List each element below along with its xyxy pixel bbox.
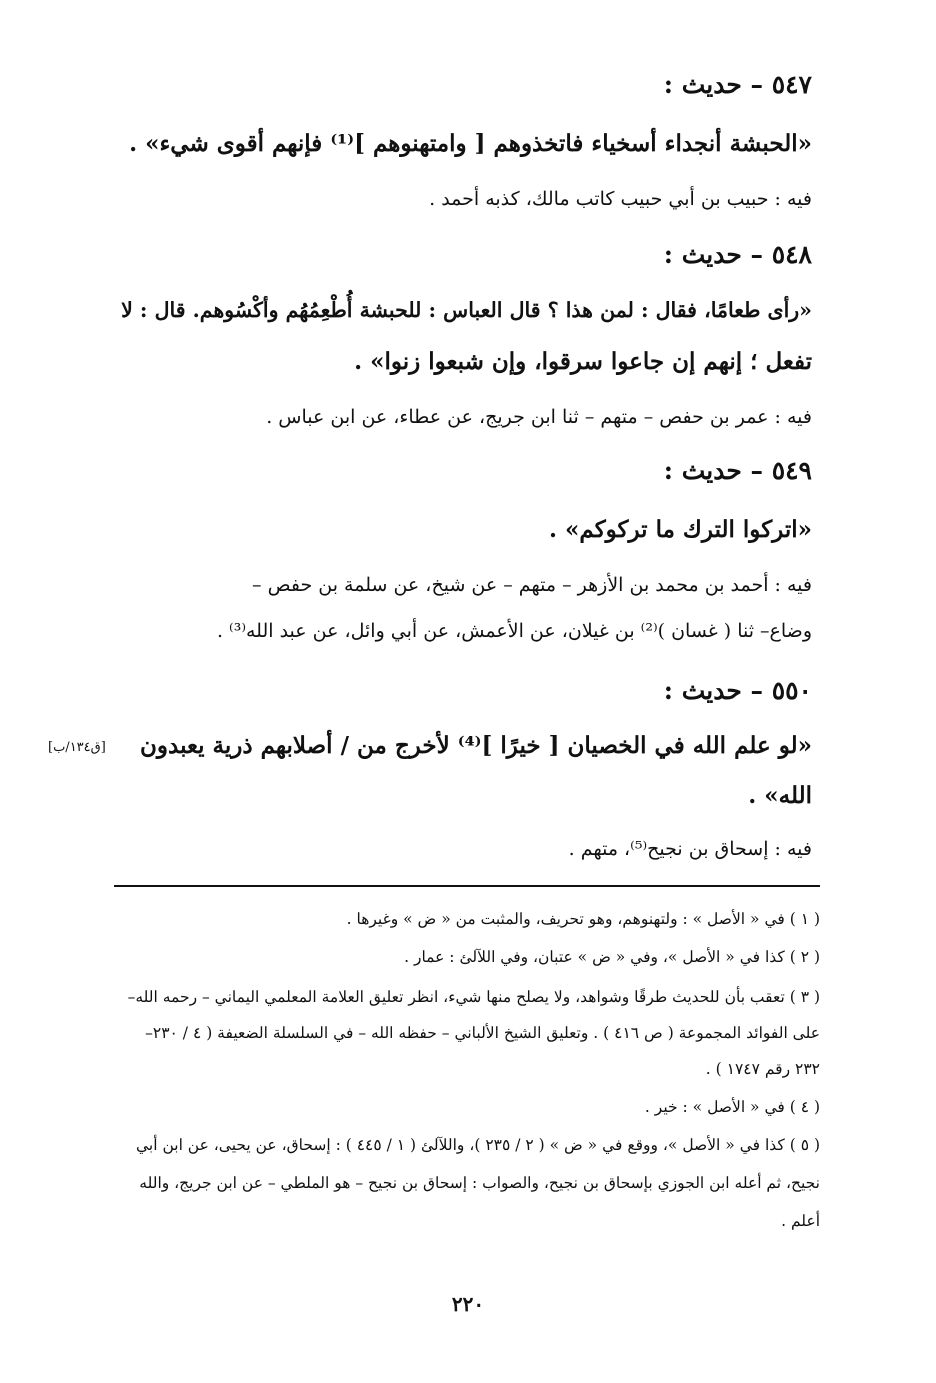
footnote-5-line-1: ( ٥ ) كذا في « الأصل »، ووقع في « ض » ( ٢ / ٢٣٥ )، واللآلئ ( ١ / ٤٤٥ ) : إسحاق، عن يحيى، عن ابن أبي	[135, 1136, 820, 1154]
hadith-note-549-line-1: فيه : أحمد بن محمد بن الأزهر – متهم – عن شيخ، عن سلمة بن حفص –	[252, 574, 812, 596]
hadith-text-549-line-1: «اتركوا الترك ما تركوكم» .	[549, 516, 812, 543]
footnote-5-line-2: نجيح، ثم أعله ابن الجوزي بإسحاق بن نجيح، والصواب : إسحاق بن نجيح – هو الملطي – عن ابن جريج، والله	[139, 1174, 820, 1192]
footnote-5-line-3: أعلم .	[781, 1212, 820, 1230]
hadith-note-548-line-1: فيه : عمر بن حفص – متهم – ثنا ابن جريج، عن عطاء، عن ابن عباس .	[266, 406, 812, 428]
footnote-4: ( ٤ ) في « الأصل » : خير .	[644, 1098, 820, 1116]
hadith-text-547-line-1: «الحبشة أنجداء أسخياء فاتخذوهم [ وامتهنوهم ]⁽¹⁾ فإنهم أقوى شيء» .	[129, 130, 812, 157]
footnote-1: ( ١ ) في « الأصل » : ولتهنوهم، وهو تحريف، والمثبت من « ض » وغيرها .	[346, 910, 820, 928]
footnote-3-line-2: على الفوائد المجموعة ( ص ٤١٦ ) . وتعليق الشيخ الألباني – حفظه الله – في السلسلة الضعيفة ( ٤ / ٢٣٠–	[145, 1024, 820, 1042]
hadith-note-550-line-1: فيه : إسحاق بن نجيح⁽⁵⁾، متهم .	[568, 838, 812, 860]
hadith-heading-550: ٥٥٠ – حديث :	[663, 676, 812, 705]
hadith-text-550-line-1: «لو علم الله في الخصيان [ خيرًا ]⁽⁴⁾ لأخرج من / أصلابهم ذرية يعبدون	[140, 732, 812, 759]
hadith-text-548-line-2: تفعل ؛ إنهم إن جاعوا سرقوا، وإن شبعوا زنوا» .	[354, 348, 812, 375]
footnote-3-line-1: ( ٣ ) تعقب بأن للحديث طرقًا وشواهد، ولا يصلح منها شيء، انظر تعليق العلامة المعلمي اليماني – رحمه الله–	[127, 988, 820, 1006]
hadith-text-550-line-2: الله» .	[748, 782, 812, 809]
manuscript-folio-reference: [ق١٣٤/ب]	[48, 740, 106, 755]
footnote-2: ( ٢ ) كذا في « الأصل »، وفي « ض » عتبان، وفي اللآلئ : عمار .	[404, 948, 820, 966]
hadith-note-547-line-1: فيه : حبيب بن أبي حبيب كاتب مالك، كذبه أحمد .	[429, 188, 812, 210]
hadith-heading-548: ٥٤٨ – حديث :	[663, 240, 812, 269]
hadith-note-549-line-2: وضاع– ثنا ( غسان )⁽²⁾ بن غيلان، عن الأعمش، عن أبي وائل، عن عبد الله⁽³⁾ .	[216, 620, 812, 642]
hadith-heading-549: ٥٤٩ – حديث :	[663, 456, 812, 485]
footnote-3-line-3: ٢٣٢ رقم ١٧٤٧ ) .	[705, 1060, 820, 1078]
footnote-divider	[114, 885, 820, 887]
hadith-heading-547: ٥٤٧ – حديث :	[663, 70, 812, 99]
page-number: ٢٢٠	[451, 1292, 485, 1316]
hadith-text-548-line-1: «رأى طعامًا، فقال : لمن هذا ؟ قال العباس : للحبشة أُطْعِمُهُم وأكْسُوهم. قال : لا	[121, 298, 812, 322]
